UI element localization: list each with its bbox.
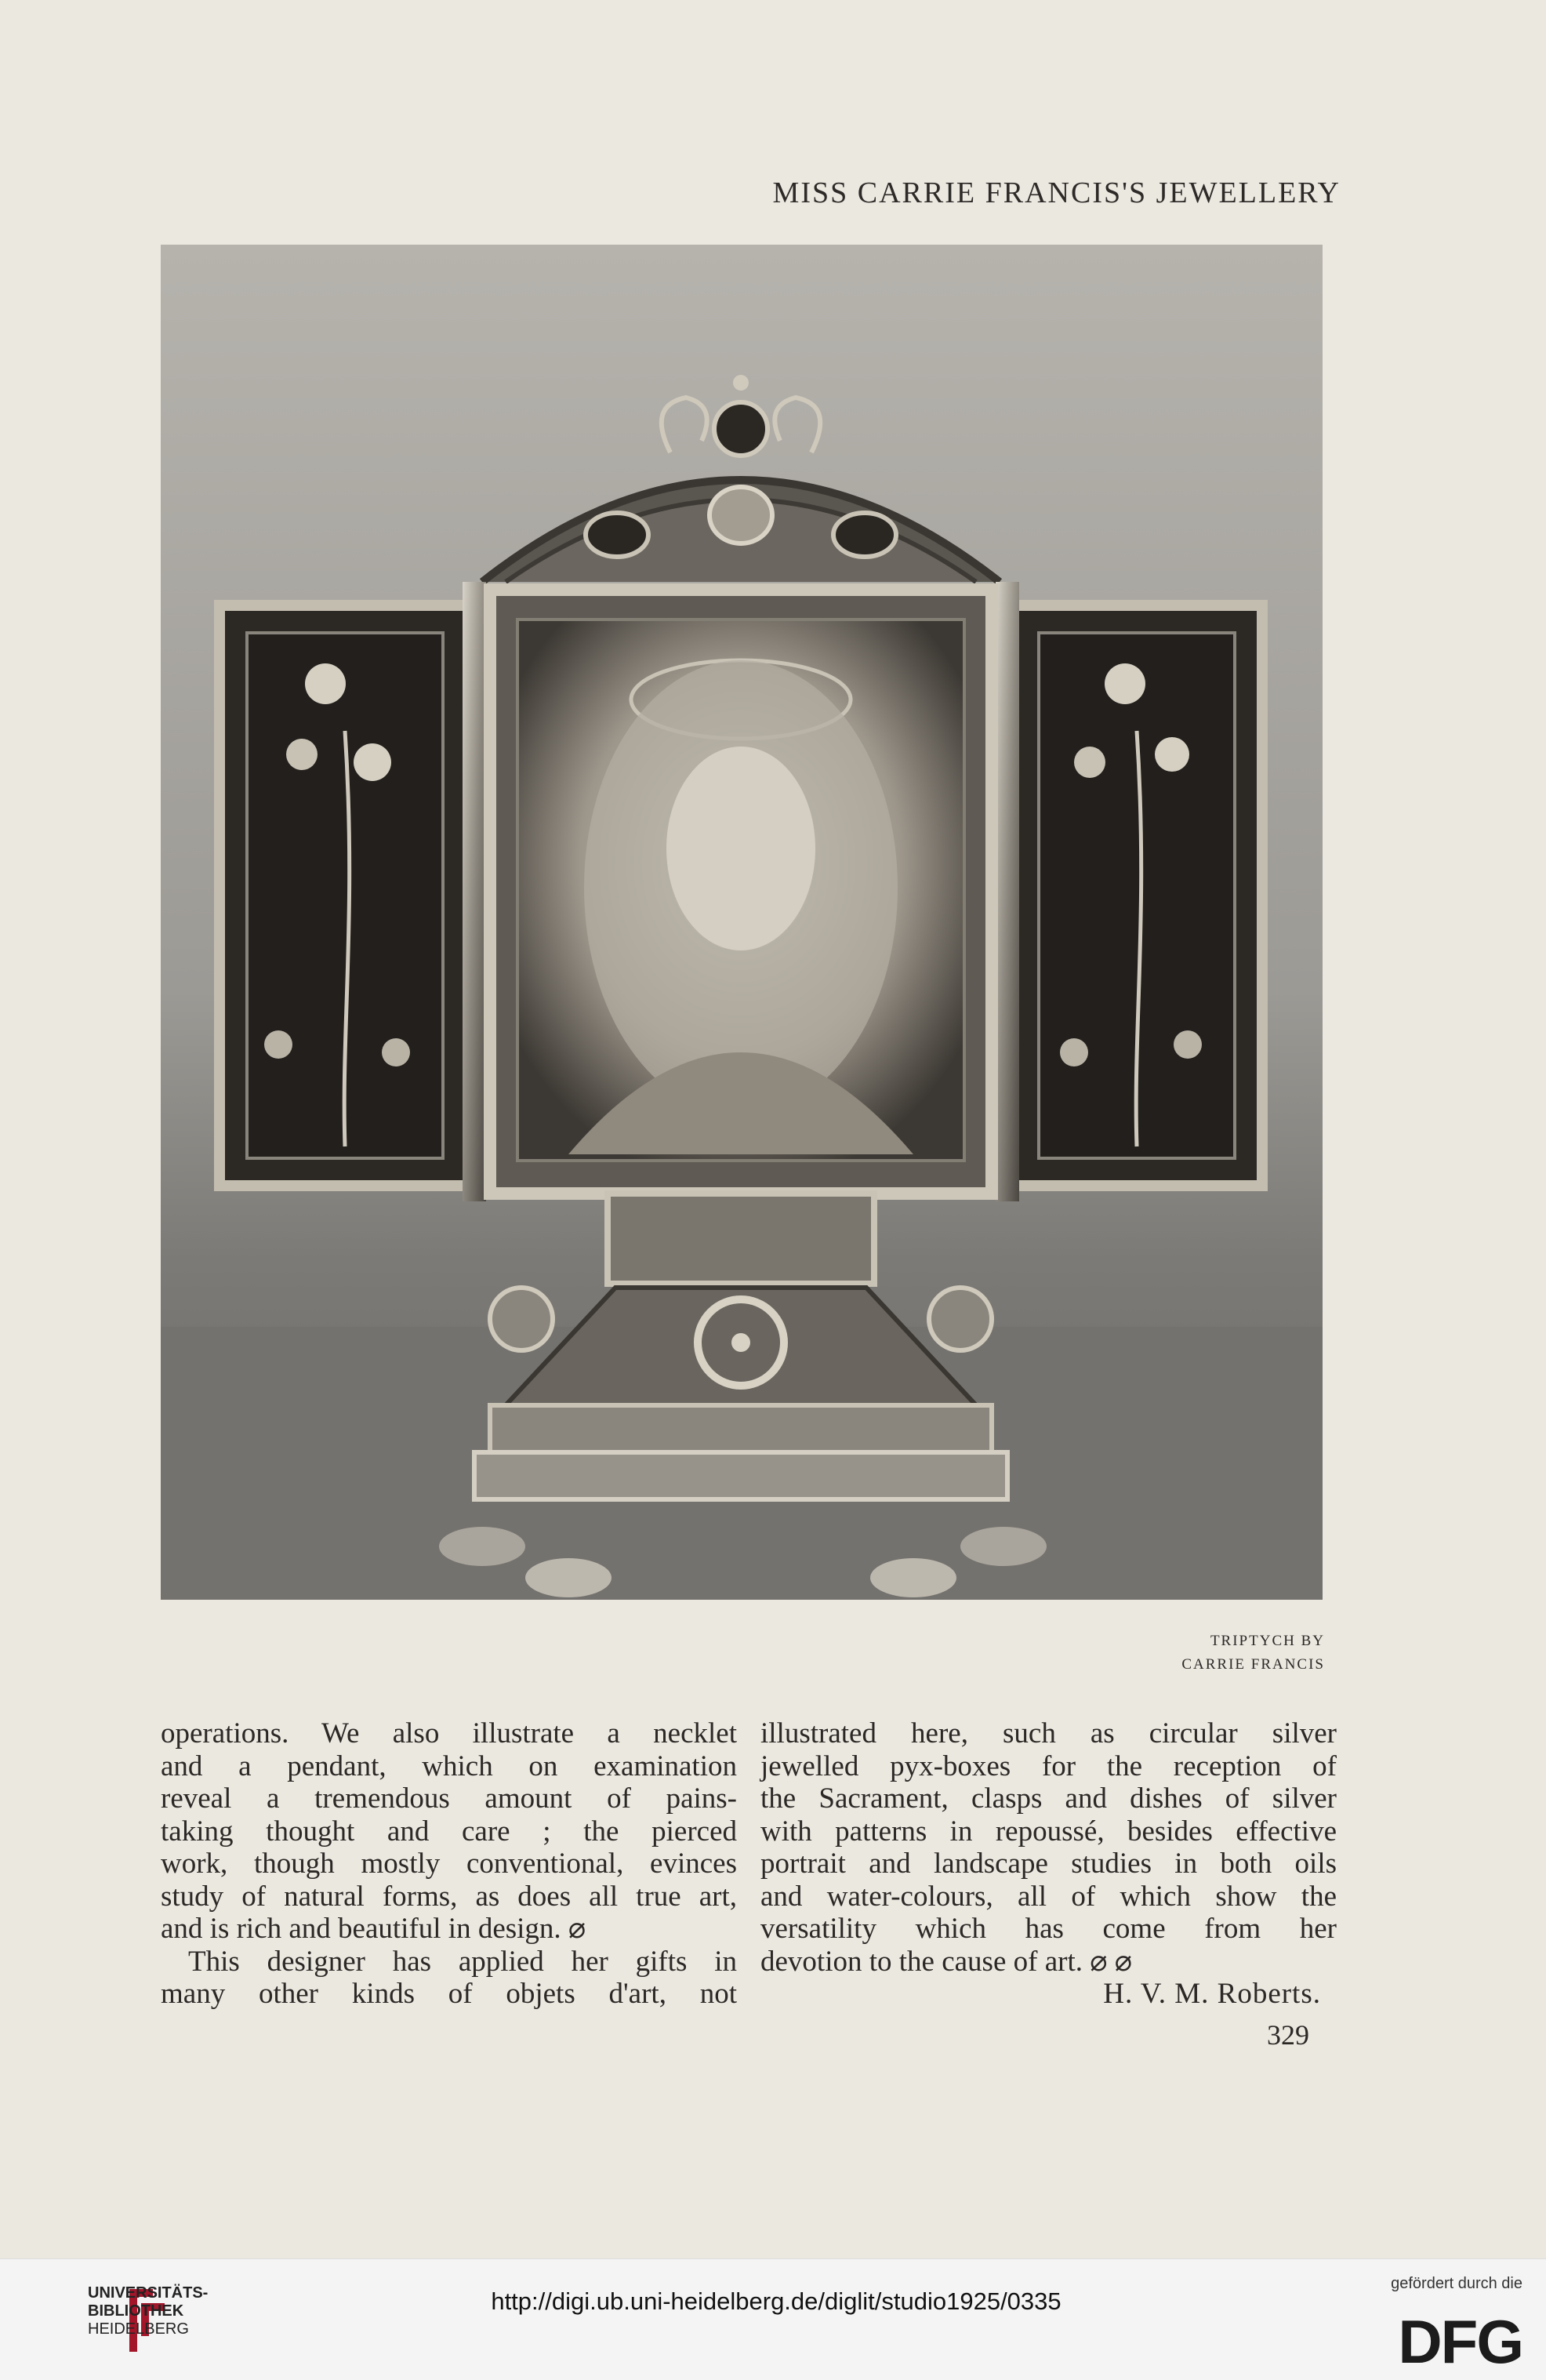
text-line: many other kinds of objets d'art, not: [161, 1978, 737, 2010]
text-line: illustrated here, such as circular silver: [760, 1717, 1337, 1750]
right-wing: [1011, 605, 1262, 1186]
text-column-left: [161, 1717, 737, 2011]
author-signature: H. V. M. Roberts.: [1103, 1978, 1321, 2010]
text-line: and a pendant, which on examination: [161, 1750, 737, 1782]
text-line: versatility which has come from her: [760, 1913, 1337, 1945]
left-wing: [220, 605, 470, 1186]
left-hinge: [463, 582, 486, 1201]
text-line: reveal a tremendous amount of pains-: [161, 1782, 737, 1815]
text-line: devotion to the cause of art. ⌀ ⌀: [760, 1945, 1133, 1978]
library-name-line: UNIVERSITÄTS-: [88, 2284, 209, 2302]
library-name: [88, 2284, 208, 2338]
text-line: taking thought and care ; the pierced: [161, 1815, 737, 1848]
page-number: 329: [1267, 2019, 1309, 2051]
plate-caption: [1043, 1630, 1325, 1677]
text-column-right: [760, 1717, 1337, 2011]
text-line: This designer has applied her gifts in: [188, 1945, 737, 1978]
centre-panel: [490, 590, 992, 1194]
text-line: and water-colours, all of which show the: [760, 1880, 1337, 1913]
text-line: operations. We also illustrate a necklet: [161, 1717, 737, 1750]
library-name-line: BIBLIOTHEK: [88, 2302, 184, 2320]
text-line: jewelled pyx-boxes for the reception of: [760, 1750, 1337, 1782]
text-line: work, though mostly conventional, evinces: [161, 1848, 737, 1880]
caption-line-1: TRIPTYCH BY: [1210, 1633, 1325, 1649]
text-line: the Sacrament, clasps and dishes of silver: [760, 1782, 1337, 1815]
right-hinge: [996, 582, 1019, 1201]
text-line: and is rich and beautiful in design. ⌀: [161, 1913, 586, 1945]
caption-line-2: CARRIE FRANCIS: [1181, 1656, 1325, 1673]
library-name-line: HEIDELBERG: [88, 2320, 189, 2338]
digitization-footer: [0, 2258, 1546, 2380]
triptych-photograph: [161, 245, 1323, 1600]
triptych-illustration: [161, 245, 1323, 1600]
text-line: study of natural forms, as does all true art,: [161, 1880, 737, 1913]
running-head: MISS CARRIE FRANCIS'S JEWELLERY: [772, 176, 1341, 209]
text-line: with patterns in repoussé, besides effective: [760, 1815, 1337, 1848]
dfg-logo: DFG: [1398, 2307, 1522, 2376]
text-line: portrait and landscape studies in both oils: [760, 1848, 1337, 1880]
source-url-link[interactable]: http://digi.ub.uni-heidelberg.de/diglit/studio1925/0335: [491, 2287, 1062, 2315]
funding-note: gefördert durch die: [1391, 2275, 1522, 2292]
